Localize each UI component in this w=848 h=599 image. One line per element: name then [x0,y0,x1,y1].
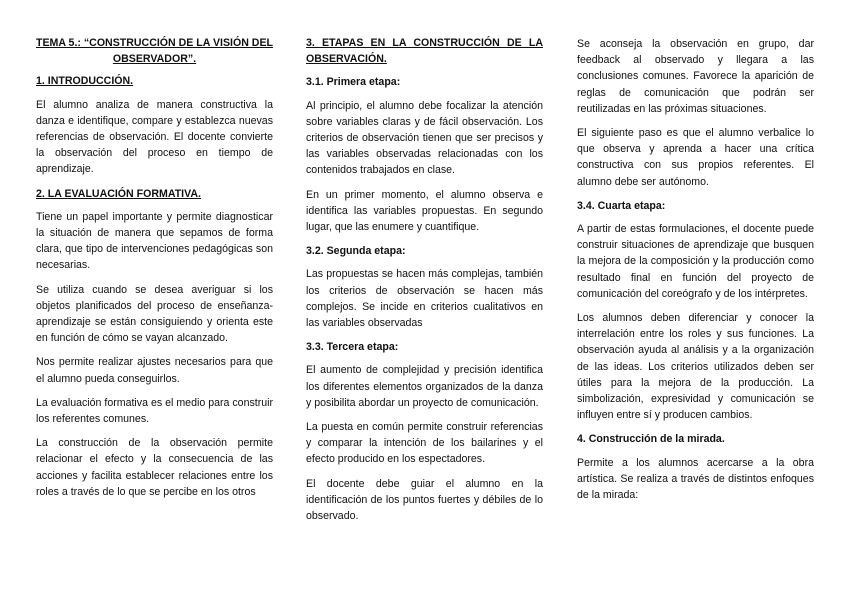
subheading-primera-etapa: 3.1. Primera etapa: [306,76,401,89]
paragraph: El alumno analiza de manera constructiva la danza e identifique, compare y establezca nuevas referencias de observación. El docente convierte la observación del proceso en tiempo de aprendizaje. [36,98,273,176]
subheading-cuarta-etapa: 3.4. Cuarta etapa: [577,199,666,212]
subheading-tercera-etapa: 3.3. Tercera etapa: [306,341,399,354]
section-heading-etapas: 3. ETAPAS EN LA CONSTRUCCIÓN DE LA OBSERVACIÓN. [306,37,543,66]
paragraph: Las propuestas se hacen más complejas, también los criterios de observación se hacen más complejos. Se incide en criterios cualitativos en las variables observadas [306,268,543,330]
paragraph: Se aconseja la observación en grupo, dar feedback al observado y llegara a las conclusiones comunes. Favorece la aparición de reglas de comunicación que podrán ser reutilizadas en las próximas situaciones. [577,38,814,115]
paragraph: Permite a los alumnos acercarse a la obra artística. Se realiza a través de distintos enfoques de la mirada: [577,456,814,502]
paragraph: El docente debe guiar el alumno en la identificación de los puntos fuertes y débiles de lo observado. [306,477,543,523]
paragraph: La puesta en común permite construir referencias y comparar la intención de los bailarines y el efecto producido en los espectadores. [306,421,543,466]
paragraph: Se utiliza cuando se desea averiguar si los objetos planificados del proceso de enseñanza-aprendizaje se están consiguiendo y orienta este en función de cómo se vayan alcanzado. [36,283,273,345]
paragraph: La construcción de la observación permite relacionar el efecto y la consecuencia de las acciones y facilita establecer relaciones entre los roles a través de lo que se percibe en los otros [36,437,273,498]
column-3 [577,36,814,511]
paragraph: A partir de estas formulaciones, el docente puede construir situaciones de aprendizaje que busquen la mejora de la composición y la producción como resultado final en función del proyecto de comunicación del coreógrafo y de los intérpretes. [577,223,814,300]
paragraph: Nos permite realizar ajustes necesarios para que el alumno pueda conseguirlos. [36,356,273,385]
paragraph: En un primer momento, el alumno observa e identifica las variables propuestas. En segundo lugar, que las enumere y cuantifique. [306,188,543,234]
paragraph: Los alumnos deben diferenciar y conocer la interrelación entre los roles y sus funciones. La observación ayuda al análisis y a la organización de las ideas. Los criterios utilizados deben ser útiles para la mejora de la producción. La simbolización, expresividad y comunicación se influyen entre sí y producen cambios. [577,312,814,422]
paragraph: Tiene un papel importante y permite diagnosticar la situación de manera que sepamos de forma clara, que tipo de intervenciones pedagógicas son necesarias. [36,210,273,272]
section-heading-introduccion: 1. INTRODUCCIÓN. [36,75,134,88]
paragraph: El aumento de complejidad y precisión identifica los diferentes elementos organizados de la danza y posibilita abordar un proyecto de comunicación. [306,364,543,409]
column-2 [306,35,543,532]
paragraph: Al principio, el alumno debe focalizar la atención sobre variables claras y de fácil observación. Los criterios de observación tienen que ser precisos y las variables observadas relacionadas con los contenidos trabajados en clase. [306,99,543,177]
paragraph: El siguiente paso es que el alumno verbalice lo que observa y aprenda a hacer una crítica constructiva con sus propios referentes. El alumno debe ser autónomo. [577,127,814,188]
column-1 [36,35,273,508]
section-heading-construccion-mirada: 4. Construcción de la mirada. [577,433,725,446]
section-heading-evaluacion-formativa: 2. LA EVALUACIÓN FORMATIVA. [36,187,201,200]
paragraph: La evaluación formativa es el medio para construir los referentes comunes. [36,396,273,426]
subheading-segunda-etapa: 3.2. Segunda etapa: [306,245,406,258]
document-title: TEMA 5.: “CONSTRUCCIÓN DE LA VISIÓN DEL OBSERVADOR”. [36,37,273,66]
